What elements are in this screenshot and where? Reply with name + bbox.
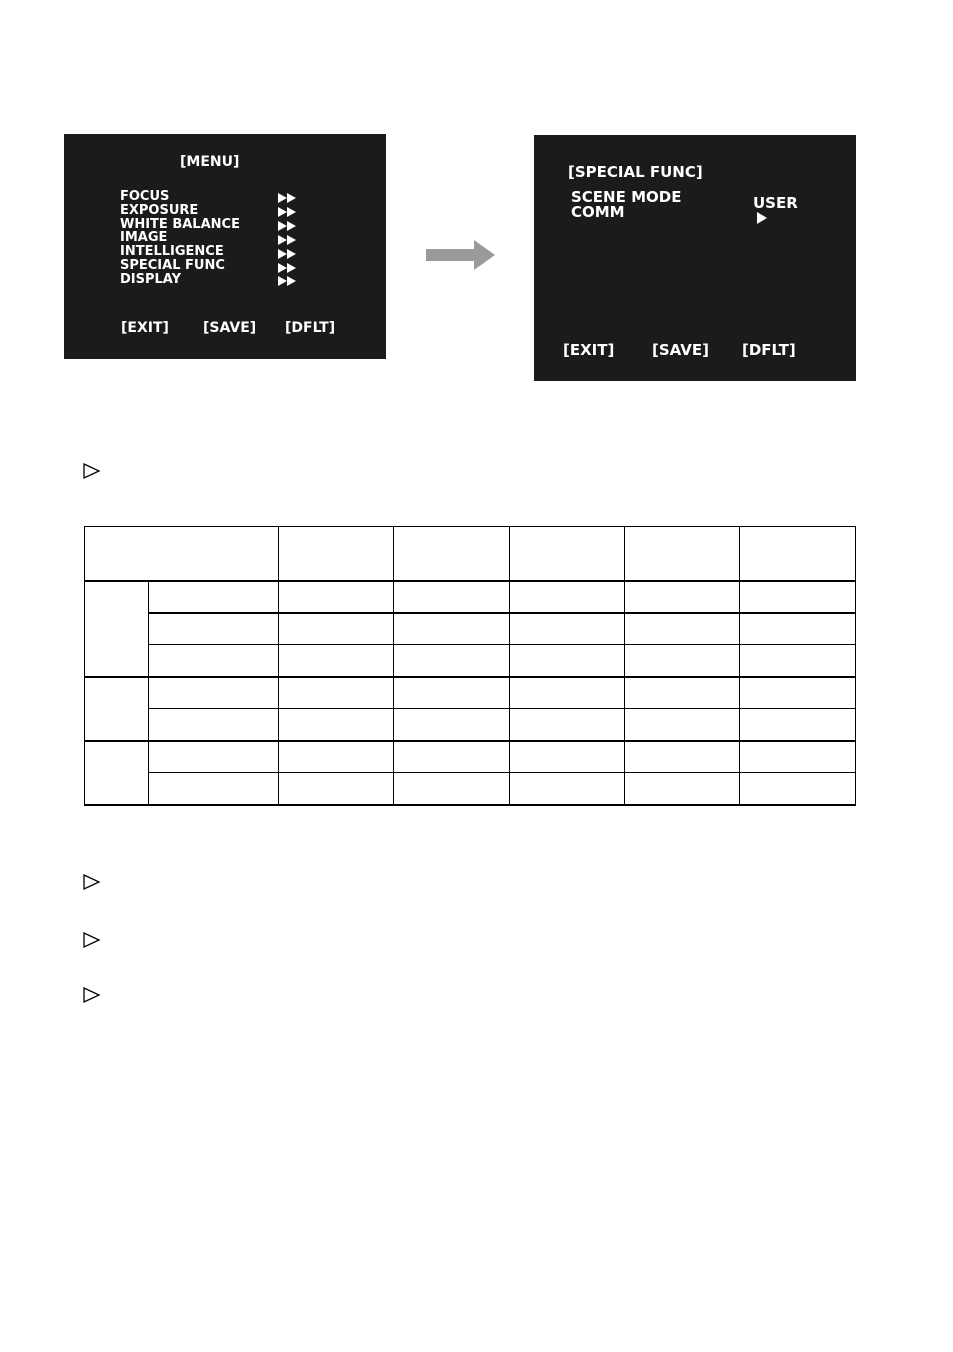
- table-row: [85, 709, 856, 741]
- menu-item-intelligence[interactable]: INTELLIGENCE: [120, 244, 224, 259]
- spec-table: [84, 526, 856, 806]
- save-button[interactable]: [SAVE]: [652, 341, 709, 359]
- table-cell: [625, 527, 740, 581]
- table-row: [85, 581, 856, 613]
- table-cell: [394, 527, 510, 581]
- dflt-button[interactable]: [DFLT]: [285, 320, 336, 336]
- table-cell: [279, 773, 394, 805]
- save-button[interactable]: [SAVE]: [203, 320, 257, 336]
- table-cell: [625, 645, 740, 677]
- table-cell: [740, 741, 856, 773]
- table-cell: [394, 773, 510, 805]
- table-cell: [394, 741, 510, 773]
- table-group-cell: [85, 581, 149, 677]
- submenu-arrow-icon[interactable]: [756, 212, 768, 224]
- double-arrow-icon: [278, 263, 298, 273]
- double-arrow-icon: [278, 276, 298, 286]
- table-cell: [149, 709, 279, 741]
- exit-button[interactable]: [EXIT]: [121, 320, 169, 336]
- table-cell: [149, 645, 279, 677]
- double-arrow-icon: [278, 221, 298, 231]
- table-cell: [279, 709, 394, 741]
- dflt-button[interactable]: [DFLT]: [742, 341, 796, 359]
- table-cell: [510, 527, 625, 581]
- table-cell: [625, 677, 740, 709]
- double-arrow-icon: [278, 249, 298, 259]
- table-cell: [625, 613, 740, 645]
- table-cell: [510, 645, 625, 677]
- table-cell: [510, 581, 625, 613]
- table-group-cell: [85, 677, 149, 741]
- table-row: [85, 741, 856, 773]
- exit-button[interactable]: [EXIT]: [563, 341, 615, 359]
- scene-mode-value[interactable]: USER: [753, 194, 798, 212]
- table-cell: [740, 581, 856, 613]
- table-row: [85, 773, 856, 805]
- table-cell: [740, 645, 856, 677]
- triangle-bullet-icon: [82, 872, 102, 892]
- table-cell: [279, 581, 394, 613]
- menu-item-exposure[interactable]: EXPOSURE: [120, 203, 199, 218]
- menu-item-display[interactable]: DISPLAY: [120, 272, 182, 287]
- table-cell: [394, 613, 510, 645]
- table-cell: [740, 527, 856, 581]
- table-cell: [625, 773, 740, 805]
- table-cell: [740, 773, 856, 805]
- menu-item-white-balance[interactable]: WHITE BALANCE: [120, 217, 240, 232]
- table-cell: [625, 581, 740, 613]
- table-cell: [279, 613, 394, 645]
- table-cell: [394, 645, 510, 677]
- scene-mode-label[interactable]: SCENE MODE: [571, 188, 682, 206]
- double-arrow-icon: [278, 193, 298, 203]
- special-func-screen: [534, 135, 856, 381]
- table-cell: [394, 581, 510, 613]
- table-cell: [510, 773, 625, 805]
- table-cell: [149, 773, 279, 805]
- table-cell: [740, 709, 856, 741]
- menu-item-focus[interactable]: FOCUS: [120, 189, 170, 204]
- triangle-bullet-icon: [82, 930, 102, 950]
- table-cell: [279, 677, 394, 709]
- table-cell: [510, 613, 625, 645]
- table-cell: [149, 581, 279, 613]
- table-cell: [279, 645, 394, 677]
- table-cell: [85, 527, 279, 581]
- table-cell: [625, 741, 740, 773]
- table-cell: [510, 709, 625, 741]
- comm-label[interactable]: COMM: [571, 203, 625, 221]
- table-cell: [740, 677, 856, 709]
- menu-title: [MENU]: [180, 154, 240, 170]
- special-func-title: [SPECIAL FUNC]: [568, 163, 703, 181]
- menu-item-image[interactable]: IMAGE: [120, 230, 168, 245]
- table-cell: [394, 709, 510, 741]
- table-cell: [279, 527, 394, 581]
- table-group-cell: [85, 741, 149, 805]
- table-cell: [279, 741, 394, 773]
- right-arrow-icon: [426, 240, 496, 270]
- double-arrow-icon: [278, 235, 298, 245]
- menu-item-special-func[interactable]: SPECIAL FUNC: [120, 258, 225, 273]
- table-row: [85, 645, 856, 677]
- table-cell: [510, 677, 625, 709]
- table-cell: [740, 613, 856, 645]
- table-cell: [149, 613, 279, 645]
- table-header-row: [85, 527, 856, 581]
- table-cell: [510, 741, 625, 773]
- table-cell: [149, 741, 279, 773]
- menu-screen: [64, 134, 386, 359]
- table-row: [85, 677, 856, 709]
- table-cell: [394, 677, 510, 709]
- table-row: [85, 613, 856, 645]
- double-arrow-icon: [278, 207, 298, 217]
- triangle-bullet-icon: [82, 461, 102, 481]
- table-cell: [149, 677, 279, 709]
- table-cell: [625, 709, 740, 741]
- triangle-bullet-icon: [82, 985, 102, 1005]
